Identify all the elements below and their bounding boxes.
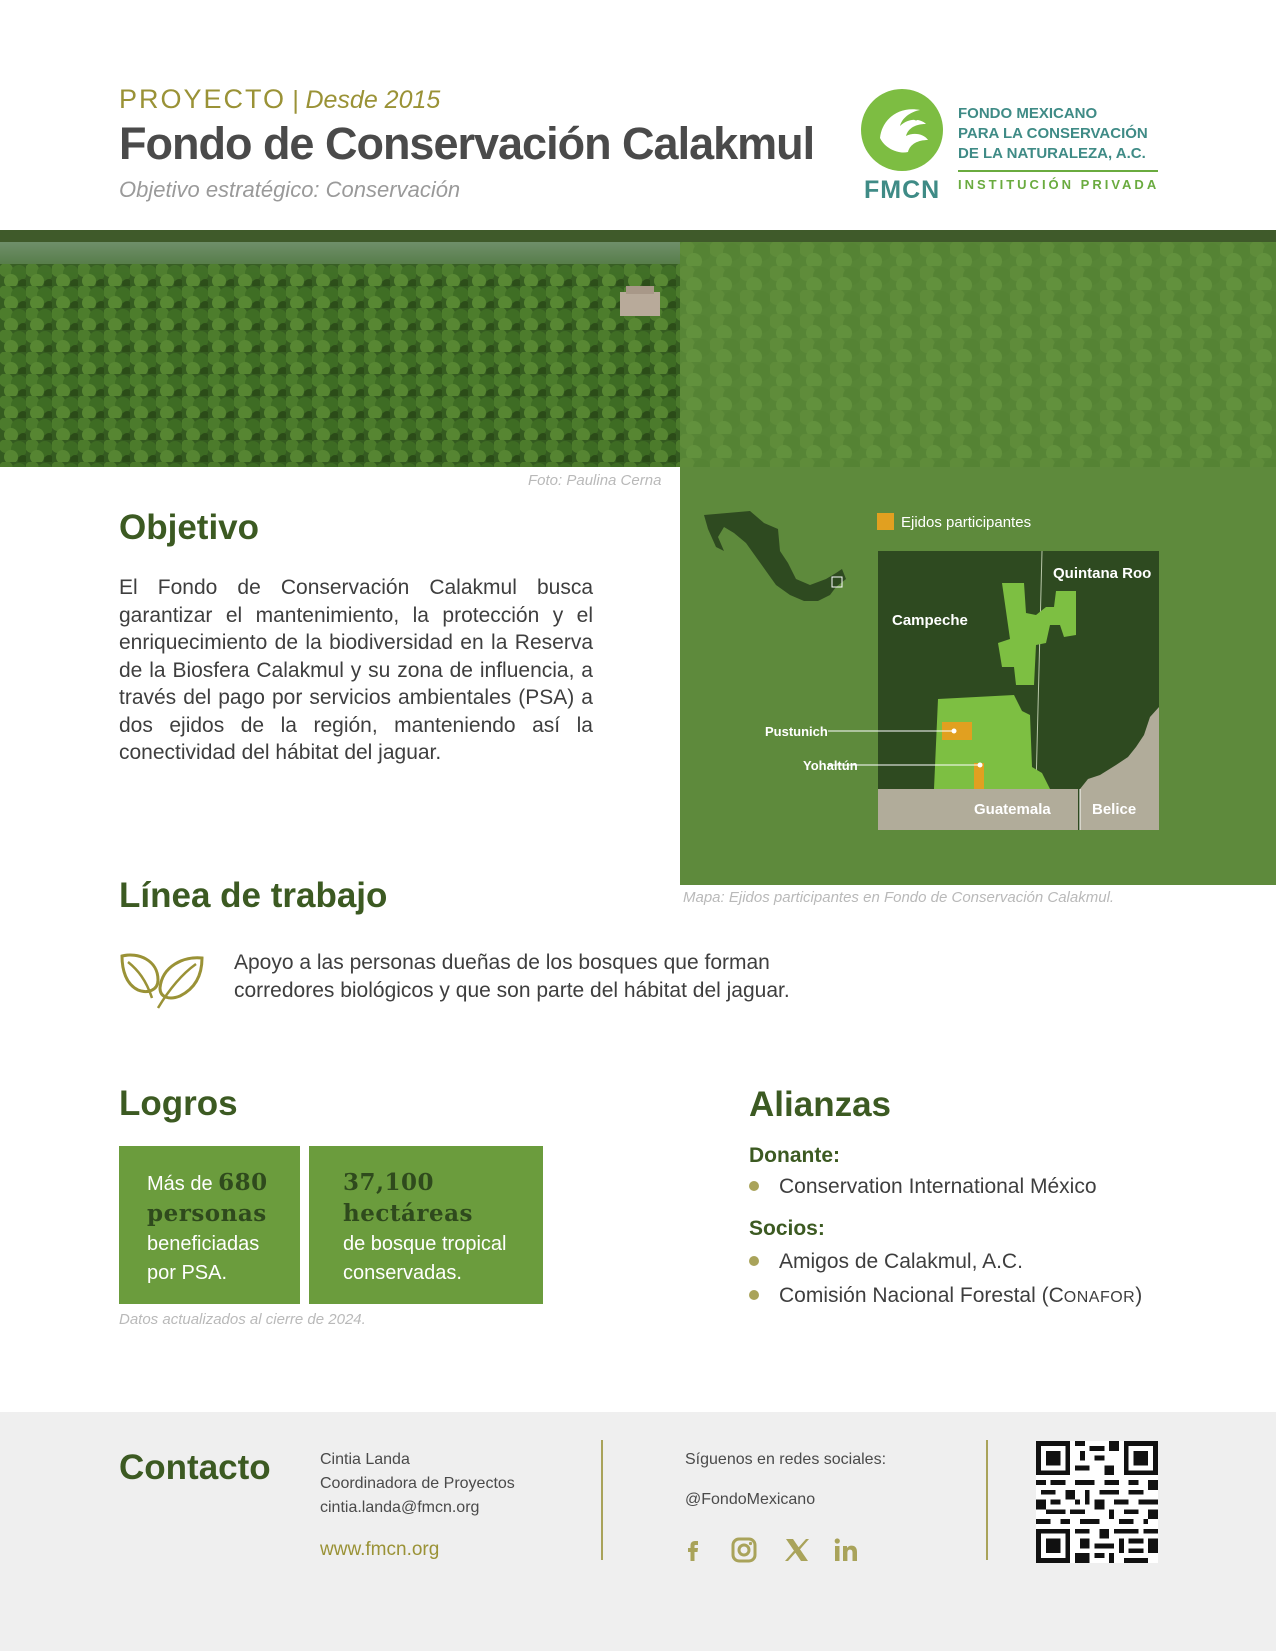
stat-hectares-line2 bbox=[343, 1199, 543, 1230]
social-label: Síguenos en redes sociales: bbox=[685, 1451, 887, 1468]
stat-desc: conservadas. bbox=[343, 1262, 462, 1284]
logo-tagline: INSTITUCIÓN PRIVADA bbox=[958, 177, 1160, 192]
label-guatemala: Guatemala bbox=[974, 801, 1051, 818]
map-panel bbox=[680, 467, 1276, 885]
label-pustunich: Pustunich bbox=[765, 724, 828, 739]
facebook-icon[interactable] bbox=[678, 1535, 708, 1565]
contact-role: Coordinadora de Proyectos bbox=[320, 1475, 515, 1492]
legend-label: Ejidos participantes bbox=[901, 514, 1032, 531]
leaves-icon bbox=[118, 950, 208, 1010]
contact-email[interactable]: cintia.landa@fmcn.org bbox=[320, 1499, 480, 1516]
kicker-label: PROYECTO bbox=[119, 84, 287, 114]
linkedin-icon[interactable] bbox=[831, 1535, 861, 1565]
header bbox=[0, 0, 1276, 230]
label-belice: Belice bbox=[1092, 801, 1137, 818]
stat-hectares bbox=[309, 1146, 543, 1304]
forest-photo-tinted bbox=[680, 242, 1276, 467]
contacto-heading: Contacto bbox=[119, 1448, 271, 1487]
objetivo-heading: Objetivo bbox=[119, 508, 260, 547]
linea-text: Apoyo a las personas dueñas de los bosques que forman corredores biológicos y que son parte del hábitat del jaguar. bbox=[234, 951, 790, 1002]
logo-name-line: DE LA NATURALEZA, A.C. bbox=[958, 145, 1146, 162]
legend-swatch bbox=[877, 513, 894, 530]
stat-people bbox=[119, 1146, 300, 1304]
socio-item bbox=[749, 1250, 1023, 1274]
stat-number: 37,100 bbox=[343, 1169, 435, 1196]
socio-abbr-initial: C bbox=[1048, 1284, 1064, 1307]
objetivo-text: El Fondo de Conservación Calakmul busca garantizar el mantenimiento, la protección y el enriquecimiento de la biodiversidad en la Reserva de la Biosfera Calakmul y su zona de influencia, a través del pago por servicios ambientales (PSA) a dos ejidos de la región, manteniendo así la conectividad del hábitat del jaguar. bbox=[119, 576, 593, 764]
socios-label: Socios: bbox=[749, 1217, 825, 1240]
socio-name: Amigos de Calakmul, A.C. bbox=[779, 1250, 1023, 1273]
logo-name bbox=[958, 104, 1148, 164]
header-divider-bar bbox=[0, 230, 1276, 242]
map-caption: Mapa: Ejidos participantes en Fondo de Conservación Calakmul. bbox=[683, 889, 1115, 906]
website-link[interactable]: www.fmcn.org bbox=[320, 1539, 440, 1560]
logo-divider bbox=[958, 170, 1158, 172]
linea-heading: Línea de trabajo bbox=[119, 876, 388, 915]
logo-acronym: FMCN bbox=[864, 176, 941, 204]
alianzas-heading: Alianzas bbox=[749, 1085, 891, 1124]
mexico-silhouette bbox=[704, 511, 846, 601]
pustunich-dot bbox=[952, 729, 957, 734]
logros-note: Datos actualizados al cierre de 2024. bbox=[119, 1311, 366, 1328]
stat-number: 680 bbox=[218, 1169, 268, 1196]
stat-prefix: Más de bbox=[147, 1173, 213, 1195]
instagram-icon[interactable] bbox=[729, 1535, 759, 1565]
qr-code-icon[interactable] bbox=[1036, 1441, 1158, 1563]
socio-abbr-rest: ONAFOR bbox=[1063, 1289, 1136, 1306]
yohaltun-dot bbox=[978, 763, 983, 768]
stat-unit: hectáreas bbox=[343, 1200, 473, 1227]
donante-item bbox=[749, 1175, 1097, 1199]
stat-desc: beneficiadas bbox=[147, 1233, 260, 1255]
stat-hectares-line1 bbox=[343, 1168, 543, 1199]
logo-name-line: FONDO MEXICANO bbox=[958, 105, 1098, 122]
socio-name: Comisión Nacional Forestal ( bbox=[779, 1284, 1049, 1307]
label-quintana-roo: Quintana Roo bbox=[1053, 565, 1152, 582]
donante-label: Donante: bbox=[749, 1144, 840, 1167]
label-campeche: Campeche bbox=[892, 612, 968, 629]
page-title: Fondo de Conservación Calakmul bbox=[119, 118, 815, 169]
since-label: | Desde 2015 bbox=[292, 86, 441, 114]
stat-people-line1 bbox=[147, 1168, 300, 1199]
socio-item bbox=[749, 1284, 1142, 1308]
label-yohaltun: Yohaltún bbox=[803, 758, 858, 773]
stat-desc: de bosque tropical bbox=[343, 1233, 507, 1255]
contact-name: Cintia Landa bbox=[320, 1451, 410, 1468]
fmcn-eagle-logo-icon bbox=[860, 88, 944, 172]
ejidos-map bbox=[680, 467, 1276, 885]
bullet-icon bbox=[749, 1181, 759, 1191]
logros-heading: Logros bbox=[119, 1084, 238, 1123]
social-handle[interactable]: @FondoMexicano bbox=[685, 1491, 816, 1508]
footer-divider bbox=[986, 1440, 988, 1560]
photo-credit: Foto: Paulina Cerna bbox=[528, 472, 662, 489]
stat-people-line2 bbox=[147, 1199, 300, 1230]
logo-name-line: PARA LA CONSERVACIÓN bbox=[958, 125, 1148, 142]
footer-divider bbox=[601, 1440, 603, 1560]
kicker bbox=[119, 84, 440, 115]
donante-name: Conservation International México bbox=[779, 1175, 1097, 1198]
socio-abbr-close: ) bbox=[1135, 1284, 1143, 1307]
x-twitter-icon[interactable] bbox=[782, 1535, 812, 1565]
bullet-icon bbox=[749, 1290, 759, 1300]
page-subtitle: Objetivo estratégico: Conservación bbox=[119, 177, 461, 202]
forest-photo bbox=[0, 242, 680, 467]
stat-unit: personas bbox=[147, 1200, 267, 1227]
bullet-icon bbox=[749, 1256, 759, 1266]
stat-desc: por PSA. bbox=[147, 1262, 228, 1284]
